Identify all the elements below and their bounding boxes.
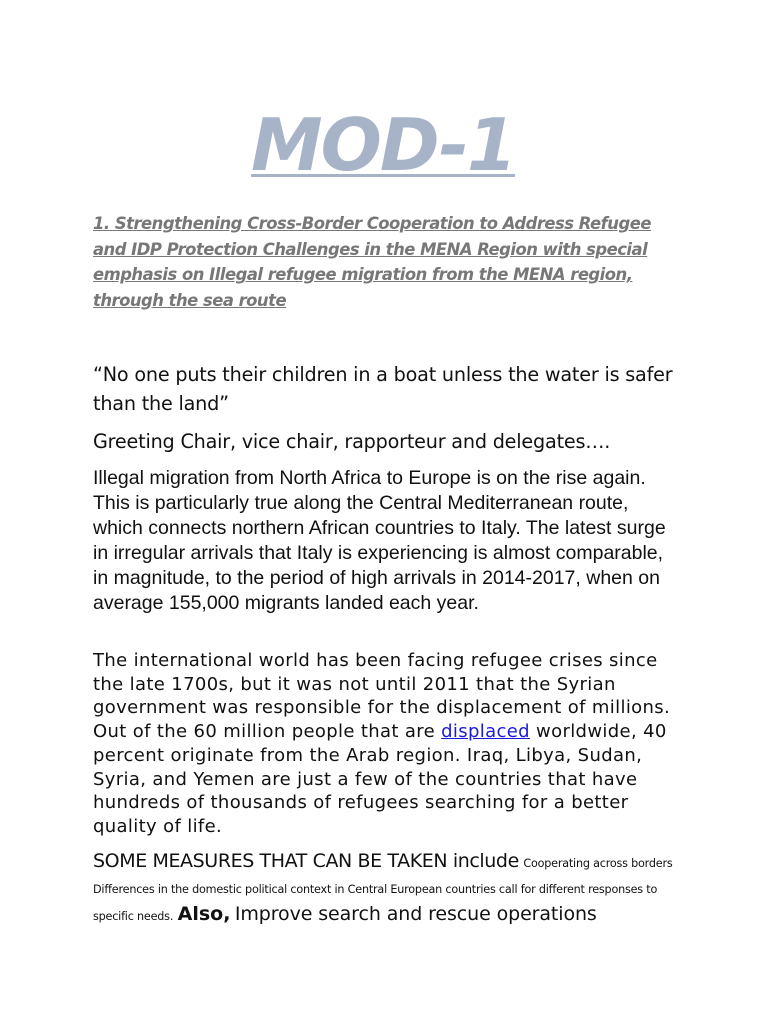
document-title: MOD-1 bbox=[251, 103, 515, 187]
measures-bold-word: Also, bbox=[177, 903, 231, 925]
paragraph-text-after-link: worldwide, 40 percent originate from the Arab region. Iraq, Libya, Sudan, Syria, and Yemen are just a few of the countries that have hundreds of thousands of refugees searching for a better quality of life. bbox=[93, 721, 667, 837]
measures-heading: SOME MEASURES THAT CAN BE TAKEN include bbox=[93, 850, 519, 872]
paragraph-migration: Illegal migration from North Africa to Europe is on the rise again. This is particularly true along the Central Mediterranean route, which connects northern African countries to Italy. The latest surge in irregular arrivals that Italy is experiencing is almost comparable, in magnitude, to the period of high arrivals in 2014-2017, when on average 155,000 migrants landed each year. bbox=[93, 467, 666, 614]
paragraph-text-before-link: The international world has been facing refugee crises since the late 1700s, but it was not until 2011 that the Syrian government was responsible for the displacement of millions. Out of the 60 million people that are bbox=[93, 650, 671, 743]
agenda-heading: 1. Strengthening Cross-Border Cooperation to Address Refugee and IDP Protection Challenges in the MENA Region with special emphasis on Illegal refugee migration from the MENA region, through the sea route bbox=[93, 214, 651, 310]
paragraph-refugee-crises bbox=[93, 649, 683, 839]
greeting-line: Greeting Chair, vice chair, rapporteur and delegates…. bbox=[93, 430, 611, 453]
measures-paragraph bbox=[93, 849, 683, 929]
displaced-link[interactable]: displaced bbox=[441, 721, 530, 743]
opening-quote: “No one puts their children in a boat unless the water is safer than the land” bbox=[93, 363, 673, 415]
measures-closing: Improve search and rescue operations bbox=[234, 903, 597, 925]
measures-small-text: Cooperating across borders Differences in the domestic political context in Central European countries call for different responses to specific needs. bbox=[93, 857, 673, 923]
